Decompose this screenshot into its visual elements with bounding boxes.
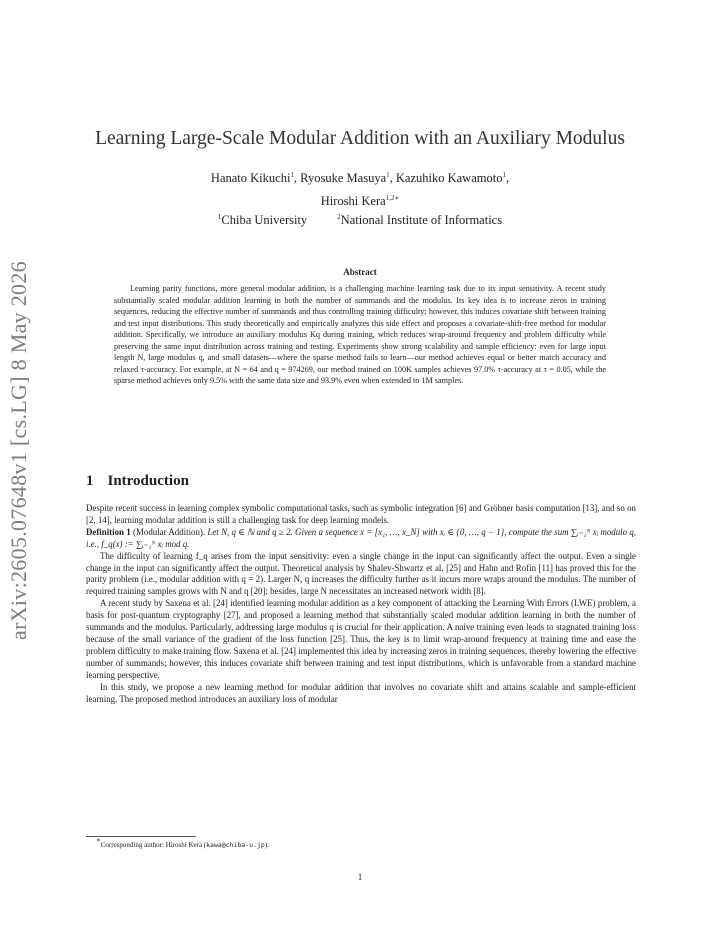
author-list: Hanato Kikuchi$^1$, Ryosuke Masuya$^1$, Kazuhiko Kawamoto$^1$, Hiroshi Kera$^{1,2∗}$: [210, 171, 510, 208]
page-number: 1: [357, 872, 363, 882]
author-name: Kazuhiko Kawamoto: [395, 171, 503, 185]
footnote: ∗Corresponding author: Hiroshi Kera (kawa@chiba-u.jp).: [96, 836, 269, 849]
email-link[interactable]: kawa@chiba-u.jp: [206, 841, 265, 849]
paper-title: Learning Large-Scale Modular Addition with an Auxiliary Modulus: [95, 128, 625, 149]
section-title: Introduction: [107, 473, 189, 489]
definition-block: [86, 527, 636, 551]
definition-body: Let N, q ∈ ℕ and q ≥ 2. Given a sequence x = [x₁, …, x_N] with xᵢ ∈ {0, …, q − 1}, compute the sum ∑ᵢ₌₁ᴺ xᵢ modulo q, i.e., f_q(x) := ∑ᵢ₌₁ᴺ xᵢ mod q.: [86, 526, 637, 549]
section-heading: [86, 473, 189, 490]
author-name: Hiroshi Kera: [320, 194, 386, 208]
author-affil-mark: 1: [290, 171, 294, 179]
paragraph: In this study, we propose a new learning method for modular addition that involves no covariate shift and attains scalable and sample-efficient learning. The proposed method introduces an auxiliary loss of modular: [86, 681, 636, 704]
author-affil-mark: 1: [502, 171, 506, 179]
author-name: Hanato Kikuchi: [210, 171, 291, 185]
author-affil-mark: 1: [386, 171, 390, 179]
footnote-rule: [86, 836, 196, 837]
definition-label: Definition 1: [86, 526, 131, 537]
author-name: Ryosuke Masuya: [300, 171, 387, 185]
arxiv-identifier: arXiv:2605.07648v1 [cs.LG] 8 May 2026: [6, 261, 31, 640]
body-text: [86, 503, 636, 705]
abstract-heading: Abstract: [343, 267, 377, 277]
paragraph: The difficulty of learning f_q arises from the input sensitivity: even a single change in the input can significantly affect the output. Even a single change in the input can significantly affect the output. Theoretical analysis by Shalev-Shwartz et al. [25] and Hahn and Rofin [11] has proved this for the parity problem (i.e., modular addition with q = 2). Larger N, q increases the difficulty further as it incurs more wraps around the modulus. The number of required training samples grows with N and q [20]; besides, large N necessitates an increased network width [8].: [86, 550, 636, 597]
paragraph: A recent study by Saxena et al. [24] identified learning modular addition as a key component of attacking the Learning With Errors (LWE) problem, a basis for post-quantum cryptography [27], and proposed a learning method that substantially scaled modular addition learning in both the number of summands and the modulus. Particularly, addressing large modulus q is crucial for their application. A naive training even leads to stagnated training loss because of the small variance of the gradient of the loss function [25]. Thus, the key is to limit wrap-around frequency at training time and ease the problem difficulty to make training flow. Saxena et al. [24] implemented this idea by increasing zeros in training sequences, thereby lowering the effective number of summands; however, this induces covariate shift between training and test input distributions, which is unfavorable from a standard machine learning perspective.: [86, 598, 636, 680]
author-affil-mark: 1,2∗: [385, 194, 400, 202]
abstract-text: Learning parity functions, more general modular addition, is a challenging machine learning task due to its input sensitivity. A recent study substantially scaled modular addition learning in both the number of summands and the modulus. Its key idea is to increase zeros in training sequences, reducing the effective number of summands and thus controlling training difficulty; however, this induces covariate shift between training and test input distributions. This study theoretically and empirically analyzes this side effect and proposes a covariate-shift-free method for modular addition. Specifically, we introduce an auxiliary modulus Kq during training, which reduces wrap-around frequency and problem difficulty while preserving the same input distribution across training and testing. Experiments show strong scalability and sample efficiency: even for large input length N, large modulus q, and small datasets—where the sparse method fails to learn—our method achieves equal or better match accuracy and relaxed τ-accuracy. For example, at N = 64 and q = 974269, our method trained on 100K samples achieves 97.0% τ-accuracy at τ = 0.05, while the sparse method achieves only 9.5% with the same data size and 93.9% even when extended to 1M samples.: [114, 284, 606, 385]
paragraph: Despite recent success in learning complex symbolic computational tasks, such as symbolic integration [6] and Gröbner basis computation [13], and so on [2, 14], learning modular addition is still a challenging task for deep learning models.: [86, 503, 636, 525]
affiliation-2: $^2$National Institute of Informatics: [337, 213, 503, 227]
section-number: 1: [86, 473, 94, 489]
affiliation-1: $^1$Chiba University: [217, 213, 308, 227]
definition-name: (Modular Addition).: [133, 526, 206, 537]
affiliations: [110, 213, 610, 228]
